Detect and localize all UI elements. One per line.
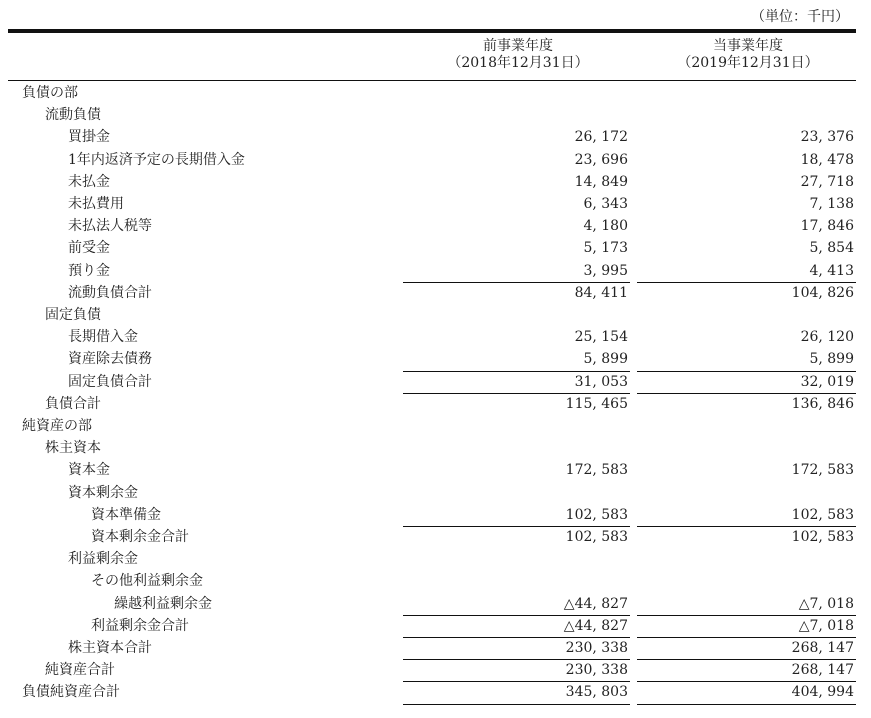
row-label: 未払金 [68,173,110,190]
row-label: 利益剰余金合計 [91,617,189,634]
row-label: 純資産の部 [22,418,92,434]
row-label: 負債の部 [22,85,78,101]
row-value-prev: 230, 338 [565,662,628,679]
row-value-curr: 26, 120 [800,329,854,346]
column-header-prev [418,38,618,72]
row-label: その他利益剰余金 [91,573,203,590]
row-label: 純資産合計 [45,662,115,679]
row-value-prev: 31, 053 [574,373,628,390]
subtotal-rule [637,659,856,660]
subtotal-rule [403,681,630,682]
row-value-curr: 136, 846 [791,395,854,412]
row-value-prev: 25, 154 [574,329,628,346]
table-row [0,326,871,348]
table-total-row [0,659,871,681]
table-total-row [0,371,871,393]
subtotal-rule [637,393,856,394]
row-label: 資本剰余金合計 [91,529,189,545]
row-value-curr: 5, 854 [809,240,854,257]
row-value-curr: 17, 846 [800,218,854,235]
row-value-curr: 268, 147 [791,640,854,656]
row-value-curr: 32, 019 [800,373,854,390]
table-row [0,504,871,526]
row-value-prev: 102, 583 [565,529,628,545]
row-label: 負債純資産合計 [22,684,120,701]
unit-label: （単位：千円） [751,9,849,25]
row-label: 株主資本 [45,440,101,457]
column-header-curr-date: （2019年12月31日） [677,55,819,71]
row-value-curr: 5, 899 [809,351,854,368]
table-total-row [0,615,871,637]
row-value-curr: 102, 583 [791,529,854,545]
row-value-prev: 5, 173 [583,240,628,257]
table-row [0,149,871,171]
row-value-prev: 3, 995 [583,262,628,279]
row-label: 株主資本合計 [68,640,152,656]
row-label: 未払法人税等 [68,218,152,235]
row-label: 固定負債 [45,307,101,323]
row-label: 前受金 [68,240,110,257]
row-label: 1年内返済予定の長期借入金 [68,151,245,168]
subtotal-rule [403,393,630,394]
row-value-prev: 14, 849 [574,173,628,190]
subtotal-rule [637,526,856,527]
subtotal-rule [637,615,856,616]
table-row [0,260,871,282]
row-label: 繰越利益剰余金 [114,595,212,612]
table-row [0,459,871,481]
row-value-curr: 27, 718 [800,173,854,190]
row-label: 流動負債合計 [68,284,152,301]
total-underline-rule [403,704,630,705]
row-value-curr: 268, 147 [791,662,854,679]
column-header-prev-date: （2018年12月31日） [447,55,589,71]
row-value-curr: 102, 583 [791,506,854,523]
table-row [0,548,871,570]
row-value-prev: △44, 827 [563,617,628,634]
table-row [0,126,871,148]
row-value-prev: 345, 803 [565,684,628,701]
row-value-prev: 172, 583 [565,462,628,479]
subtotal-rule [403,526,630,527]
table-row [0,570,871,592]
table-row [0,304,871,326]
row-label: 利益剰余金 [68,551,138,568]
table-row [0,215,871,237]
table-row [0,348,871,370]
row-value-curr: 18, 478 [800,151,854,168]
column-header-curr [648,38,848,72]
row-value-prev: 84, 411 [574,284,628,301]
table-total-row [0,393,871,415]
row-value-curr: 23, 376 [800,129,854,146]
subtotal-rule [637,681,856,682]
row-value-prev: 26, 172 [574,129,628,146]
table-total-row [0,637,871,659]
row-value-curr: 404, 994 [791,684,854,701]
total-underline-rule [637,704,856,705]
header-rule [8,80,856,81]
subtotal-rule [403,371,630,372]
row-label: 資本金 [68,462,110,479]
subtotal-rule [637,282,856,283]
table-row [0,193,871,215]
column-header-curr-title: 当事業年度 [713,38,783,54]
row-label: 長期借入金 [68,329,138,346]
row-value-prev: 230, 338 [565,640,628,656]
row-value-prev: 5, 899 [583,351,628,368]
table-total-row [0,282,871,304]
row-value-curr: 104, 826 [791,284,854,301]
row-value-curr: △7, 018 [798,595,854,612]
table-row [0,171,871,193]
table-row [0,104,871,126]
row-label: 流動負債 [45,107,101,124]
row-value-curr: 172, 583 [791,462,854,479]
table-row [0,437,871,459]
row-label: 預り金 [68,262,110,279]
row-label: 未払費用 [68,196,124,212]
column-header-prev-title: 前事業年度 [483,38,553,54]
subtotal-rule [403,637,630,638]
table-row [0,593,871,615]
subtotal-rule [403,282,630,283]
row-value-curr: 4, 413 [809,262,854,279]
table-total-row [0,681,871,703]
row-value-prev: 4, 180 [583,218,628,235]
row-label: 買掛金 [68,129,110,146]
row-value-prev: 102, 583 [565,506,628,523]
row-label: 固定負債合計 [68,373,152,390]
subtotal-rule [637,637,856,638]
subtotal-rule [403,615,630,616]
table-row [0,415,871,437]
row-value-prev: △44, 827 [563,595,628,612]
row-label: 資産除去債務 [68,351,152,368]
subtotal-rule [637,371,856,372]
table-row [0,82,871,104]
subtotal-rule [403,659,630,660]
row-label: 負債合計 [45,395,101,412]
row-value-prev: 23, 696 [574,151,628,168]
row-value-prev: 6, 343 [583,196,628,212]
row-label: 資本剰余金 [68,484,138,501]
row-value-curr: 7, 138 [809,196,854,212]
table-top-rule [8,29,856,33]
row-value-prev: 115, 465 [565,395,628,412]
table-row [0,482,871,504]
row-label: 資本準備金 [91,506,161,523]
table-row [0,237,871,259]
row-value-curr: △7, 018 [798,617,854,634]
table-total-row [0,526,871,548]
